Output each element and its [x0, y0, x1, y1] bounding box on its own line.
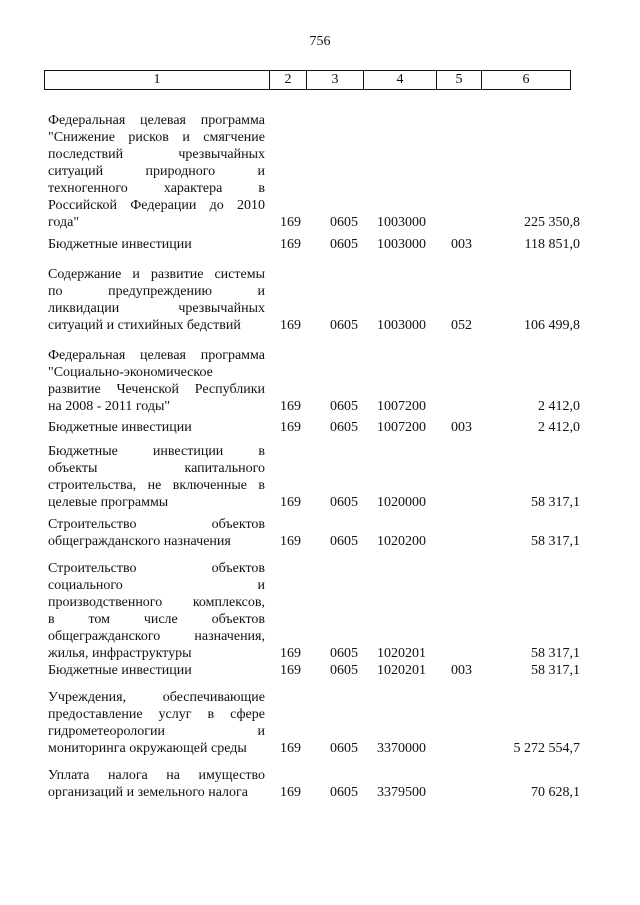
table-row: [0, 689, 640, 757]
row-label: [48, 767, 265, 801]
cell-col-5: 052: [451, 318, 472, 333]
cell-col-6: 5 272 554,7: [513, 741, 580, 756]
cell-col-4: 1007200: [377, 399, 426, 414]
cell-col-2: 169: [280, 399, 301, 414]
table-row: [0, 347, 640, 415]
cell-col-3: 0605: [330, 399, 358, 414]
cell-col-2: 169: [280, 534, 301, 549]
row-label: [48, 112, 265, 231]
table-row: [0, 443, 640, 511]
cell-col-3: 0605: [330, 318, 358, 333]
row-label-line: в том числе объектов: [48, 612, 265, 627]
row-label-line: производственного комплексов,: [48, 595, 265, 610]
row-label-line: Бюджетные инвестиции: [48, 237, 192, 252]
row-label-line: общегражданского назначения: [48, 534, 231, 549]
cell-col-3: 0605: [330, 741, 358, 756]
cell-col-6: 225 350,8: [524, 215, 580, 230]
cell-col-3: 0605: [330, 646, 358, 661]
column-header-6: 6: [482, 71, 571, 90]
cell-col-4: 1020200: [377, 534, 426, 549]
cell-col-4: 1003000: [377, 237, 426, 252]
cell-col-2: 169: [280, 215, 301, 230]
row-label-line: ситуаций и стихийных бедствий: [48, 318, 241, 333]
cell-col-4: 1020201: [377, 663, 426, 678]
cell-col-3: 0605: [330, 663, 358, 678]
cell-col-3: 0605: [330, 495, 358, 510]
cell-col-5: 003: [451, 663, 472, 678]
cell-col-6: 70 628,1: [531, 785, 580, 800]
cell-col-6: 106 499,8: [524, 318, 580, 333]
cell-col-6: 58 317,1: [531, 646, 580, 661]
cell-col-2: 169: [280, 741, 301, 756]
row-label-line: строительства, не включенные в: [48, 478, 265, 493]
row-label-line: последствий чрезвычайных: [48, 147, 265, 162]
table-row: [0, 662, 640, 679]
cell-col-4: 1003000: [377, 215, 426, 230]
row-label-line: жилья, инфраструктуры: [48, 646, 192, 661]
row-label: [48, 689, 265, 757]
row-label-line: гидрометеорологии и: [48, 724, 265, 739]
table-row: [0, 560, 640, 662]
column-header-table: [44, 70, 571, 90]
cell-col-3: 0605: [330, 534, 358, 549]
cell-col-6: 2 412,0: [538, 420, 580, 435]
table-row: [0, 236, 640, 253]
row-label-line: Российской Федерации до 2010: [48, 198, 265, 213]
row-label-line: на 2008 - 2011 годы": [48, 399, 171, 414]
row-label: [48, 236, 265, 253]
row-label-line: объекты капитального: [48, 461, 265, 476]
table-row: [0, 767, 640, 801]
row-label: [48, 560, 265, 662]
cell-col-3: 0605: [330, 215, 358, 230]
row-label: [48, 662, 265, 679]
column-header-4: 4: [364, 71, 437, 90]
cell-col-6: 118 851,0: [524, 237, 580, 252]
cell-col-4: 1020201: [377, 646, 426, 661]
cell-col-4: 1020000: [377, 495, 426, 510]
row-label-line: ситуаций природного и: [48, 164, 265, 179]
row-label-line: ликвидации чрезвычайных: [48, 301, 265, 316]
row-label-line: Федеральная целевая программа: [48, 348, 265, 363]
cell-col-4: 1007200: [377, 420, 426, 435]
cell-col-2: 169: [280, 646, 301, 661]
cell-col-2: 169: [280, 785, 301, 800]
row-label-line: Строительство объектов: [48, 517, 265, 532]
cell-col-3: 0605: [330, 237, 358, 252]
cell-col-4: 1003000: [377, 318, 426, 333]
cell-col-6: 58 317,1: [531, 495, 580, 510]
cell-col-4: 3379500: [377, 785, 426, 800]
row-label-line: Бюджетные инвестиции: [48, 420, 192, 435]
cell-col-6: 58 317,1: [531, 534, 580, 549]
table-row: [0, 516, 640, 550]
row-label-line: Федеральная целевая программа: [48, 113, 265, 128]
row-label-line: Строительство объектов: [48, 561, 265, 576]
column-header-1: 1: [45, 71, 270, 90]
cell-col-2: 169: [280, 420, 301, 435]
table-row: [0, 112, 640, 231]
row-label: [48, 443, 265, 511]
table-row: [0, 419, 640, 436]
row-label-line: социального и: [48, 578, 265, 593]
row-label-line: по предупреждению и: [48, 284, 265, 299]
cell-col-5: 003: [451, 420, 472, 435]
column-header-2: 2: [270, 71, 307, 90]
row-label-line: "Снижение рисков и смягчение: [48, 130, 265, 145]
row-label-line: Бюджетные инвестиции: [48, 663, 192, 678]
cell-col-2: 169: [280, 495, 301, 510]
row-label-line: общегражданского назначения,: [48, 629, 265, 644]
row-label-line: года": [48, 215, 80, 230]
row-label-line: предоставление услуг в сфере: [48, 707, 265, 722]
cell-col-4: 3370000: [377, 741, 426, 756]
table-row: [0, 266, 640, 334]
row-label-line: целевые программы: [48, 495, 169, 510]
column-header-5: 5: [437, 71, 482, 90]
row-label-line: Учреждения, обеспечивающие: [48, 690, 265, 705]
column-header-3: 3: [307, 71, 364, 90]
cell-col-6: 58 317,1: [531, 663, 580, 678]
row-label: [48, 516, 265, 550]
row-label-line: "Социально-экономическое: [48, 365, 213, 380]
row-label-line: Уплата налога на имущество: [48, 768, 265, 783]
cell-col-5: 003: [451, 237, 472, 252]
cell-col-2: 169: [280, 663, 301, 678]
row-label-line: техногенного характера в: [48, 181, 265, 196]
cell-col-3: 0605: [330, 420, 358, 435]
page-number: 756: [309, 34, 331, 49]
row-label-line: развитие Чеченской Республики: [48, 382, 265, 397]
row-label-line: мониторинга окружающей среды: [48, 741, 247, 756]
cell-col-2: 169: [280, 318, 301, 333]
cell-col-3: 0605: [330, 785, 358, 800]
row-label: [48, 347, 265, 415]
cell-col-6: 2 412,0: [538, 399, 580, 414]
row-label-line: организаций и земельного налога: [48, 785, 248, 800]
row-label-line: Бюджетные инвестиции в: [48, 444, 265, 459]
row-label: [48, 419, 265, 436]
row-label: [48, 266, 265, 334]
cell-col-2: 169: [280, 237, 301, 252]
row-label-line: Содержание и развитие системы: [48, 267, 265, 282]
